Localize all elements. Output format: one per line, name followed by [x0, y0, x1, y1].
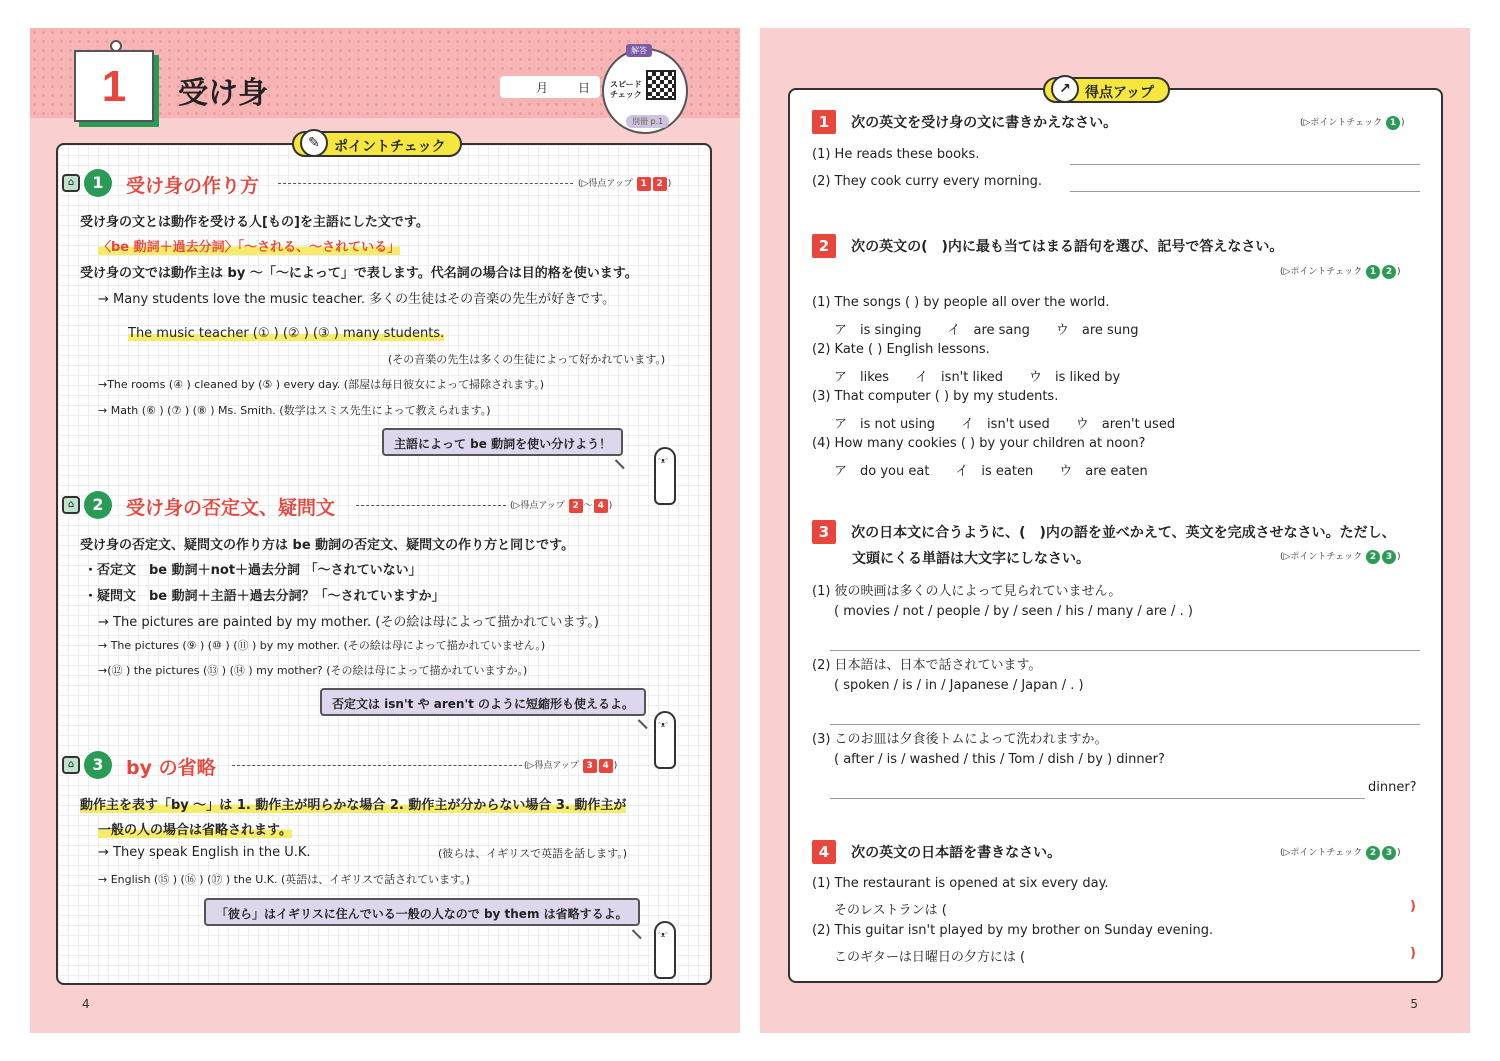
- question-ref[interactable]: (▷ポイントチェック 2 3 ): [1280, 848, 1401, 858]
- date-day-label: 日: [578, 81, 591, 95]
- question-4-header: [812, 840, 1061, 864]
- date-field[interactable]: [500, 76, 600, 98]
- chart-up-icon: ↗: [1051, 75, 1079, 103]
- question-item: (1) The restaurant is opened at six every day.: [812, 876, 1109, 891]
- question-item: (3) That computer ( ) by my students.: [812, 389, 1059, 404]
- point-text: 受け身の文とは動作を受ける人[もの]を主語にした文です。: [80, 215, 429, 230]
- clip-icon: [110, 40, 122, 52]
- speech-bubble: 主語によって be 動詞を使い分けよう！: [382, 428, 623, 456]
- answer-line[interactable]: [830, 724, 1420, 725]
- question-instruction: 次の英文の( )内に最も当てはまる語句を選び、記号で答えなさい。: [851, 238, 1284, 255]
- answer-suffix: dinner?: [1368, 780, 1417, 795]
- unit-number-card: [74, 50, 154, 122]
- fill-in-line[interactable]: → Math (⑥ ) (⑦ ) (⑧ ) Ms. Smith. (数学はスミス先生によって教えられます。): [98, 404, 491, 417]
- question-instruction: 次の日本文に合うように、( )内の語を並べかえて、英文を完成させなさい。ただし、: [851, 524, 1396, 541]
- fill-in-line[interactable]: →(⑫ ) the pictures (⑬ ) (⑭ ) my mother? (その絵は母によって描かれていますか。): [98, 664, 528, 677]
- page-number: 4: [82, 997, 90, 1011]
- question-instruction: 次の英文を受け身の文に書きかえなさい。: [851, 114, 1118, 131]
- ferret-mascot-icon: [654, 447, 676, 505]
- qr-tag: 解答: [626, 44, 652, 57]
- question-instruction-cont: 文頭にくる単語は大文字にしなさい。: [852, 551, 1090, 567]
- choice-row[interactable]: ア do you eat イ is eaten ウ are eaten: [834, 464, 1148, 479]
- answer-line[interactable]: [1070, 164, 1420, 165]
- answer-line[interactable]: [830, 650, 1420, 651]
- question-number: 1: [812, 110, 836, 134]
- question-item: (1) The songs ( ) by people all over the world.: [812, 295, 1110, 310]
- ferret-mascot-icon: [654, 921, 676, 979]
- question-item: (2) They cook curry every morning.: [812, 174, 1043, 189]
- score-up-box: [788, 88, 1443, 983]
- question-ref[interactable]: (▷ポイントチェック 1 2 ): [1280, 267, 1401, 277]
- section-ref[interactable]: (▷得点アップ 1 2 ): [578, 179, 672, 189]
- fill-in-line[interactable]: → The pictures (⑨ ) (⑩ ) (⑪ ) by my mother. (その絵は母によって描かれていません。): [98, 639, 546, 652]
- answer-close-paren: ): [1410, 946, 1416, 961]
- question-ref[interactable]: (▷ポイントチェック 2 3 ): [1280, 552, 1401, 562]
- point-text: 動作主を表す「by ～」は 1. 動作主が明らかな場合 2. 動作主が分からない場合 3. 動作主が: [80, 794, 626, 813]
- word-bank: ( after / is / washed / this / Tom / dish / by ) dinner?: [834, 752, 1165, 767]
- question-item: (4) How many cookies ( ) by your children at noon?: [812, 436, 1146, 451]
- question-item: (1) 彼の映画は多くの人によって見られていません。: [812, 584, 1122, 599]
- point-text: 一般の人の場合は省略されます。: [98, 819, 292, 838]
- qr-label: スピード チェック: [610, 80, 642, 99]
- question-item: (2) 日本語は、日本で話されています。: [812, 658, 1042, 673]
- fill-in-line[interactable]: →The rooms (④ ) cleaned by (⑤ ) every day. (部屋は毎日彼女によって掃除されます。): [98, 378, 544, 391]
- section-title: by の省略: [126, 757, 216, 779]
- home-icon: ⌂: [62, 496, 80, 514]
- home-icon: ⌂: [62, 174, 80, 192]
- home-icon: ⌂: [62, 756, 80, 774]
- section-3-icons: [62, 751, 112, 779]
- date-month-label: 月: [536, 81, 549, 95]
- choice-row[interactable]: ア is not using イ isn't used ウ aren't used: [834, 417, 1176, 432]
- question-item: (3) このお皿は夕食後トムによって洗われますか。: [812, 732, 1108, 747]
- fill-in-line[interactable]: The music teacher (① ) (② ) (③ ) many students.: [128, 326, 445, 341]
- translation-text: (彼らは、イギリスで英語を話します。): [438, 847, 627, 860]
- question-item: (1) He reads these books.: [812, 147, 980, 162]
- answer-prompt[interactable]: このギターは日曜日の夕方には (: [834, 950, 1026, 965]
- choice-row[interactable]: ア is singing イ are sang ウ are sung: [834, 323, 1139, 338]
- point-check-banner: ✎ ポイントチェック: [292, 131, 462, 157]
- question-number: 4: [812, 840, 836, 864]
- point-text: 受け身の否定文、疑問文の作り方は be 動詞の否定文、疑問文の作り方と同じです。: [80, 538, 575, 553]
- question-1-header: [812, 110, 1117, 134]
- question-ref[interactable]: (▷ポイントチェック 1 ): [1300, 118, 1405, 128]
- right-page: [760, 28, 1470, 1033]
- question-item: (2) Kate ( ) English lessons.: [812, 342, 990, 357]
- section-1-icons: [62, 169, 112, 197]
- formula-text: 〈be 動詞＋過去分詞〉「～される、～されている」: [98, 236, 400, 255]
- choice-row[interactable]: ア likes イ isn't liked ウ is liked by: [834, 370, 1121, 385]
- point-check-box: [56, 143, 712, 985]
- answer-prompt[interactable]: そのレストランは (: [834, 903, 947, 918]
- answer-close-paren: ): [1410, 899, 1416, 914]
- pencil-icon: ✎: [300, 129, 328, 157]
- rule-text: ・否定文 be 動詞＋not＋過去分詞 「～されていない」: [84, 563, 422, 578]
- answer-line[interactable]: [1070, 191, 1420, 192]
- section-2-icons: [62, 491, 112, 519]
- ferret-mascot-icon: [654, 711, 676, 769]
- left-page: [30, 28, 740, 1033]
- section-ref[interactable]: (▷得点アップ 2 ～ 4 ): [510, 501, 613, 511]
- section-title: 受け身の作り方: [126, 175, 260, 197]
- word-bank: ( movies / not / people / by / seen / his / many / are / . ): [834, 604, 1193, 619]
- translation-text: (その音楽の先生は多くの生徒によって好かれています。): [388, 353, 666, 366]
- qr-badge[interactable]: [602, 48, 688, 134]
- question-item: (2) This guitar isn't played by my brother on Sunday evening.: [812, 923, 1214, 938]
- divider: [356, 505, 506, 506]
- unit-title: 受け身: [178, 76, 268, 111]
- example-text: → They speak English in the U.K.: [98, 845, 311, 860]
- answer-line[interactable]: [830, 798, 1365, 799]
- example-text: → Many students love the music teacher. 多くの生徒はその音楽の先生が好きです。: [98, 292, 616, 307]
- section-number: 2: [84, 491, 112, 519]
- section-number: 1: [84, 169, 112, 197]
- fill-in-line[interactable]: → English (⑮ ) (⑯ ) (⑰ ) the U.K. (英語は、イギリスで話されています。): [98, 873, 470, 886]
- question-number: 3: [812, 520, 836, 544]
- rule-text: ・疑問文 be 動詞＋主語＋過去分詞？「～されていますか」: [84, 589, 445, 604]
- speech-bubble: 否定文は isn't や aren't のように短縮形も使えるよ。: [320, 688, 646, 716]
- qr-page-ref: 別冊 p.1: [626, 115, 669, 128]
- score-up-banner: ↗ 得点アップ: [1043, 77, 1170, 103]
- point-text: 受け身の文では動作主は by ～「～によって」で表します。代名詞の場合は目的格を使います。: [80, 266, 638, 281]
- speech-bubble: 「彼ら」はイギリスに住んでいる一般の人なので by them は省略するよ。: [204, 898, 640, 926]
- example-text: → The pictures are painted by my mother. (その絵は母によって描かれています。): [98, 615, 599, 630]
- question-instruction: 次の英文の日本語を書きなさい。: [851, 844, 1062, 861]
- question-3-header: [812, 520, 1396, 544]
- divider: [232, 765, 522, 766]
- section-number: 3: [84, 751, 112, 779]
- word-bank: ( spoken / is / in / Japanese / Japan / . ): [834, 678, 1084, 693]
- section-title: 受け身の否定文、疑問文: [126, 497, 336, 519]
- page-number: 5: [1410, 997, 1418, 1011]
- question-number: 2: [812, 234, 836, 258]
- divider: [278, 183, 573, 184]
- question-2-header: [812, 234, 1283, 258]
- unit-number: 1: [101, 62, 127, 111]
- qr-code-icon[interactable]: [646, 70, 676, 100]
- section-ref[interactable]: (▷得点アップ 3 4 ): [524, 761, 618, 771]
